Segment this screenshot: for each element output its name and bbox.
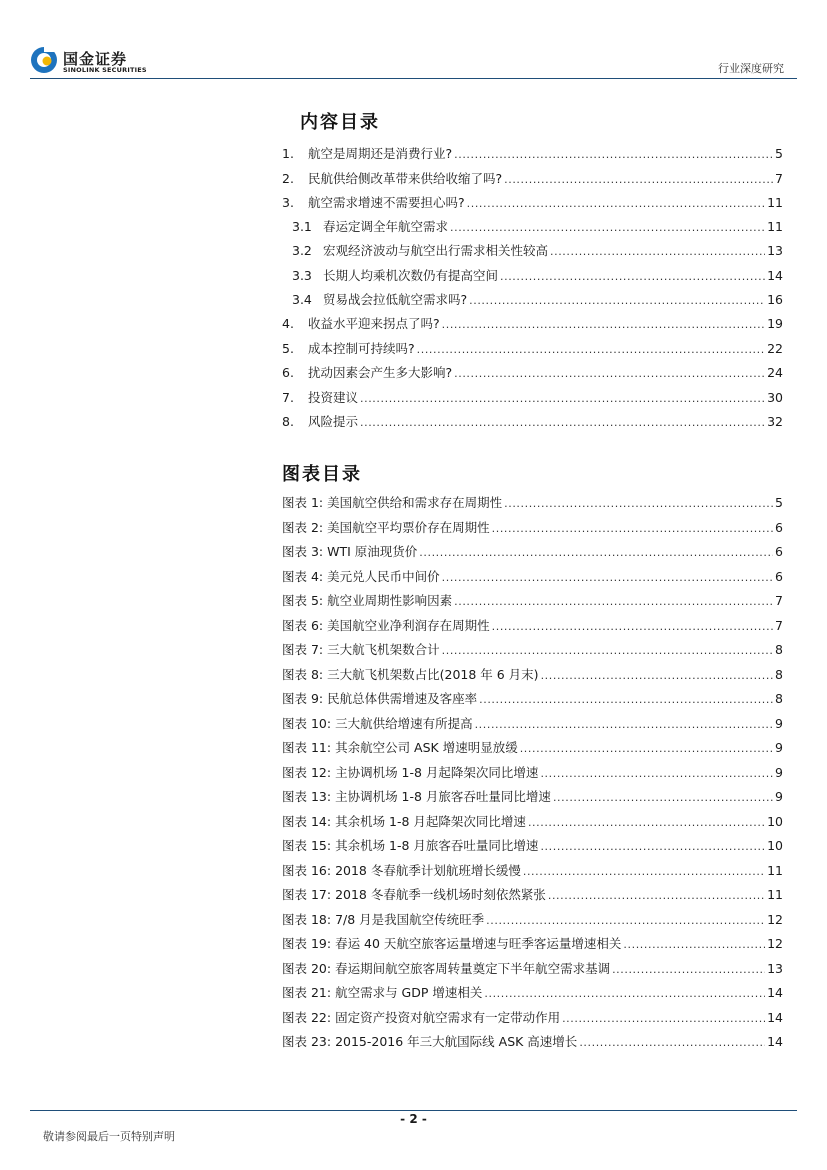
toc-subitem[interactable] <box>282 242 783 260</box>
toc-item-label: 宏观经济波动与航空出行需求相关性较高 <box>323 243 549 258</box>
figure-item-page: 6 <box>775 544 783 559</box>
leader-dots <box>523 864 765 880</box>
figure-item[interactable] <box>282 886 783 904</box>
header-divider <box>30 78 797 79</box>
figure-item-label: 图表 9: 民航总体供需增速及客座率 <box>282 691 478 706</box>
leader-dots <box>360 391 765 407</box>
figure-item[interactable] <box>282 617 783 635</box>
figure-item[interactable] <box>282 715 783 733</box>
figure-item-label: 图表 4: 美元兑人民币中间价 <box>282 569 440 584</box>
toc-item-page: 5 <box>775 146 783 161</box>
figure-item[interactable] <box>282 911 783 929</box>
toc-item-label: 航空需求增速不需要担心吗? <box>308 195 465 210</box>
figure-item-page: 10 <box>767 814 783 829</box>
figure-item-label: 图表 10: 三大航供给增速有所提高 <box>282 716 473 731</box>
toc-item-number: 5. <box>282 341 294 356</box>
toc-item-label: 扰动因素会产生多大影响? <box>308 365 453 380</box>
leader-dots <box>442 570 773 586</box>
footer-disclaimer: 敬请参阅最后一页特别声明 <box>43 1130 175 1143</box>
company-logo <box>30 46 160 76</box>
figure-item-page: 8 <box>775 667 783 682</box>
leader-dots <box>417 342 765 358</box>
toc-item-number: 8. <box>282 414 294 429</box>
leader-dots <box>454 366 765 382</box>
figure-item-label: 图表 3: WTI 原油现货价 <box>282 544 418 559</box>
toc-item[interactable] <box>282 364 783 382</box>
figure-item-label: 图表 11: 其余航空公司 ASK 增速明显放缓 <box>282 740 518 755</box>
figure-item[interactable] <box>282 494 783 512</box>
figure-item[interactable] <box>282 837 783 855</box>
leader-dots <box>360 415 765 431</box>
figure-item-page: 14 <box>767 1034 783 1049</box>
leader-dots <box>548 888 765 904</box>
figure-item[interactable] <box>282 788 783 806</box>
figure-item-label: 图表 22: 固定资产投资对航空需求有一定带动作用 <box>282 1010 561 1025</box>
toc-item[interactable] <box>282 389 783 407</box>
figure-item[interactable] <box>282 592 783 610</box>
figure-item[interactable] <box>282 1009 783 1027</box>
figure-item-label: 图表 16: 2018 冬春航季计划航班增长缓慢 <box>282 863 521 878</box>
leader-dots <box>612 962 765 978</box>
figure-item-label: 图表 5: 航空业周期性影响因素 <box>282 593 453 608</box>
leader-dots <box>479 692 773 708</box>
figure-item-page: 12 <box>767 936 783 951</box>
leader-dots <box>550 244 765 260</box>
leader-dots <box>450 220 765 236</box>
leader-dots <box>541 668 773 684</box>
toc-item-page: 11 <box>767 219 783 234</box>
leader-dots <box>419 545 773 561</box>
toc-item-page: 11 <box>767 195 783 210</box>
figure-item[interactable] <box>282 666 783 684</box>
figure-item-label: 图表 21: 航空需求与 GDP 增速相关 <box>282 985 483 1000</box>
toc-item-label: 航空是周期还是消费行业? <box>308 146 453 161</box>
leader-dots <box>442 643 773 659</box>
toc-item-label: 收益水平迎来拐点了吗? <box>308 316 440 331</box>
toc-item-page: 14 <box>767 268 783 283</box>
figure-item-label: 图表 20: 春运期间航空旅客周转量奠定下半年航空需求基调 <box>282 961 611 976</box>
leader-dots <box>504 172 773 188</box>
toc-item-label: 投资建议 <box>308 390 359 405</box>
figures-title: 图表目录 <box>282 464 362 485</box>
leader-dots <box>442 317 765 333</box>
leader-dots <box>579 1035 765 1051</box>
figure-item-page: 9 <box>775 765 783 780</box>
toc-item[interactable] <box>282 170 783 188</box>
toc-item[interactable] <box>282 145 783 163</box>
leader-dots <box>454 594 773 610</box>
figure-item[interactable] <box>282 813 783 831</box>
toc-item-label: 长期人均乘机次数仍有提高空间 <box>323 268 499 283</box>
page-header <box>0 0 827 80</box>
toc-subitem[interactable] <box>282 267 783 285</box>
toc-item-page: 13 <box>767 243 783 258</box>
leader-dots <box>467 196 765 212</box>
leader-dots <box>520 741 773 757</box>
toc-item-page: 16 <box>767 292 783 307</box>
leader-dots <box>492 619 773 635</box>
sinolink-logo-icon <box>30 46 58 74</box>
figure-item-page: 11 <box>767 887 783 902</box>
figure-item-page: 8 <box>775 691 783 706</box>
toc-item-page: 24 <box>767 365 783 380</box>
figure-item-page: 9 <box>775 740 783 755</box>
figure-item[interactable] <box>282 960 783 978</box>
toc-item-page: 7 <box>775 171 783 186</box>
figure-item[interactable] <box>282 543 783 561</box>
figure-item-label: 图表 19: 春运 40 天航空旅客运量增速与旺季客运量增速相关 <box>282 936 622 951</box>
figure-item-page: 10 <box>767 838 783 853</box>
figure-item-label: 图表 2: 美国航空平均票价存在周期性 <box>282 520 490 535</box>
figure-item[interactable] <box>282 1033 783 1051</box>
leader-dots <box>486 913 765 929</box>
leader-dots <box>454 147 773 163</box>
leader-dots <box>500 269 765 285</box>
figure-item-label: 图表 17: 2018 冬春航季一线机场时刻依然紧张 <box>282 887 546 902</box>
figure-item-page: 11 <box>767 863 783 878</box>
toc-item[interactable] <box>282 413 783 431</box>
figure-item[interactable] <box>282 984 783 1002</box>
toc-item[interactable] <box>282 340 783 358</box>
figure-item-label: 图表 14: 其余机场 1-8 月起降架次同比增速 <box>282 814 526 829</box>
figure-item-label: 图表 1: 美国航空供给和需求存在周期性 <box>282 495 503 510</box>
toc-item-page: 22 <box>767 341 783 356</box>
leader-dots <box>540 766 773 782</box>
toc-item-number: 3. <box>282 195 294 210</box>
figure-item-page: 14 <box>767 985 783 1000</box>
figure-item[interactable] <box>282 739 783 757</box>
figure-item[interactable] <box>282 690 783 708</box>
page-number: - 2 - <box>400 1112 427 1126</box>
toc-item-number: 3.1 <box>292 219 312 234</box>
toc-item-number: 2. <box>282 171 294 186</box>
report-type: 行业深度研究 <box>718 62 784 75</box>
leader-dots <box>484 986 765 1002</box>
figure-item-page: 12 <box>767 912 783 927</box>
toc-item-page: 19 <box>767 316 783 331</box>
figure-item[interactable] <box>282 568 783 586</box>
leader-dots <box>553 790 773 806</box>
toc-item-page: 32 <box>767 414 783 429</box>
figure-item-label: 图表 12: 主协调机场 1-8 月起降架次同比增速 <box>282 765 539 780</box>
figure-item-label: 图表 15: 其余机场 1-8 月旅客吞吐量同比增速 <box>282 838 539 853</box>
toc-item[interactable] <box>282 194 783 212</box>
toc-item-number: 4. <box>282 316 294 331</box>
toc-item-number: 1. <box>282 146 294 161</box>
leader-dots <box>492 521 773 537</box>
figure-item-page: 14 <box>767 1010 783 1025</box>
figure-item[interactable] <box>282 641 783 659</box>
figure-item[interactable] <box>282 519 783 537</box>
toc-item-number: 6. <box>282 365 294 380</box>
figure-item-label: 图表 13: 主协调机场 1-8 月旅客吞吐量同比增速 <box>282 789 551 804</box>
figure-item-page: 5 <box>775 495 783 510</box>
figure-item-page: 7 <box>775 593 783 608</box>
figure-item-page: 9 <box>775 789 783 804</box>
figure-item-label: 图表 8: 三大航飞机架数占比(2018 年 6 月末) <box>282 667 539 682</box>
toc-item-number: 3.2 <box>292 243 312 258</box>
figure-item[interactable] <box>282 862 783 880</box>
toc-item-label: 成本控制可持续吗? <box>308 341 415 356</box>
logo-text-cn: 国金证券 <box>63 50 128 68</box>
figure-item-label: 图表 7: 三大航飞机架数合计 <box>282 642 440 657</box>
footer-divider <box>30 1110 797 1111</box>
figure-item-label: 图表 6: 美国航空业净利润存在周期性 <box>282 618 490 633</box>
leader-dots <box>623 937 765 953</box>
leader-dots <box>504 496 773 512</box>
leader-dots <box>469 293 765 309</box>
toc-item-number: 3.3 <box>292 268 312 283</box>
toc-item-label: 风险提示 <box>308 414 359 429</box>
leader-dots <box>528 815 765 831</box>
toc-item-page: 30 <box>767 390 783 405</box>
leader-dots <box>540 839 765 855</box>
toc-item-label: 民航供给侧改革带来供给收缩了吗? <box>308 171 503 186</box>
leader-dots <box>475 717 773 733</box>
toc-item-number: 7. <box>282 390 294 405</box>
figure-item-page: 6 <box>775 569 783 584</box>
figure-item[interactable] <box>282 764 783 782</box>
toc-item-label: 春运定调全年航空需求 <box>323 219 449 234</box>
figure-item-label: 图表 18: 7/8 月是我国航空传统旺季 <box>282 912 485 927</box>
figure-item-page: 9 <box>775 716 783 731</box>
leader-dots <box>562 1011 765 1027</box>
toc-subitem[interactable] <box>282 218 783 236</box>
toc-item-label: 贸易战会拉低航空需求吗? <box>323 292 468 307</box>
logo-text-en: SINOLINK SECURITIES <box>63 66 147 74</box>
figure-item-page: 8 <box>775 642 783 657</box>
toc-item[interactable] <box>282 315 783 333</box>
toc-title: 内容目录 <box>300 112 380 133</box>
figure-item-page: 13 <box>767 961 783 976</box>
figure-item-label: 图表 23: 2015-2016 年三大航国际线 ASK 高速增长 <box>282 1034 578 1049</box>
toc-item-number: 3.4 <box>292 292 312 307</box>
figure-item[interactable] <box>282 935 783 953</box>
figure-item-page: 6 <box>775 520 783 535</box>
toc-subitem[interactable] <box>282 291 783 309</box>
figure-item-page: 7 <box>775 618 783 633</box>
